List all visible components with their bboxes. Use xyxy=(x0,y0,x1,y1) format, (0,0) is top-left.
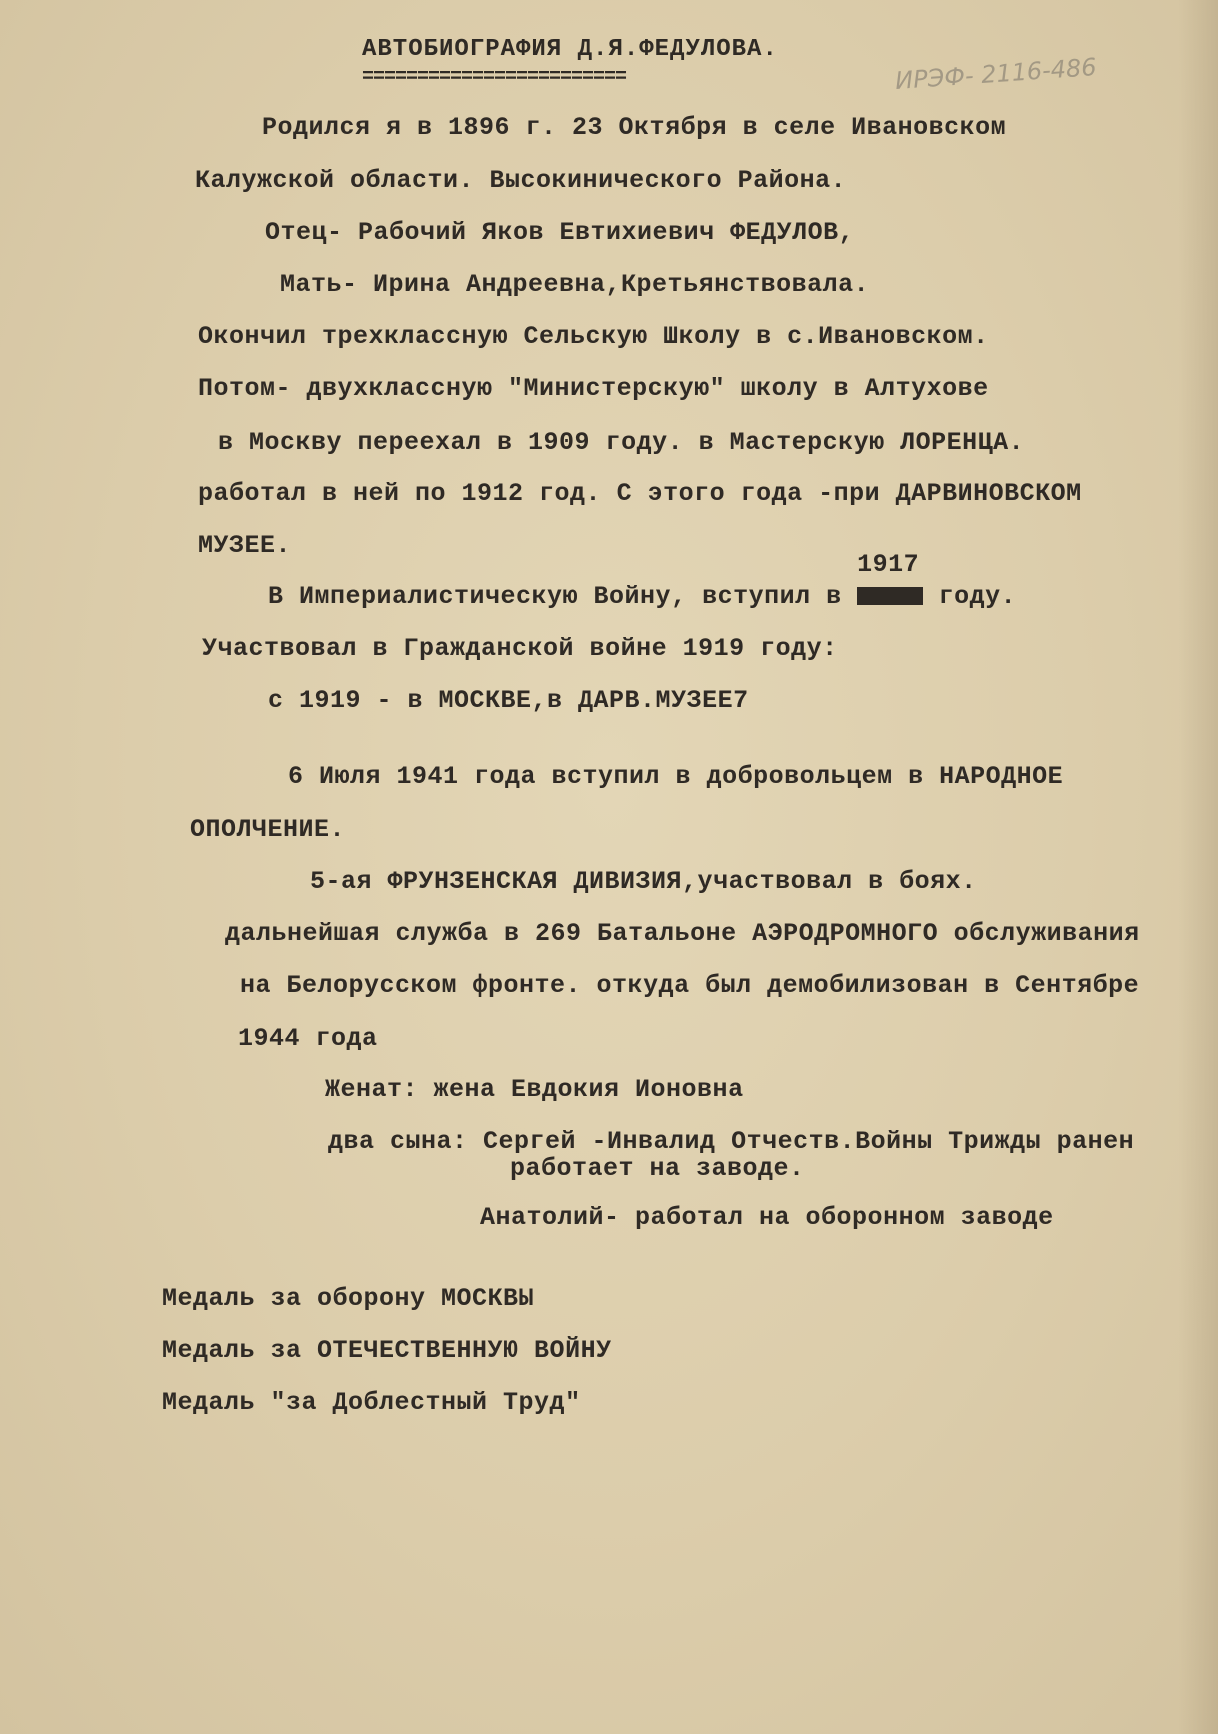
text-line-10-end: году. xyxy=(938,582,1017,611)
text-line-14: ОПОЛЧЕНИЕ. xyxy=(190,815,346,844)
text-line-11: Участвовал в Гражданской войне 1919 году: xyxy=(202,634,838,663)
struck-out-year xyxy=(857,587,923,605)
document-title: АВТОБИОГРАФИЯ Д.Я.ФЕДУЛОВА. xyxy=(362,36,778,63)
text-line-3: Отец- Рабочий Яков Евтихиевич ФЕДУЛОВ, xyxy=(265,218,855,247)
title-underline: ======================== xyxy=(362,66,627,89)
text-line-22: Анатолий- работал на оборонном заводе xyxy=(480,1203,1054,1232)
text-line-18: 1944 года xyxy=(238,1024,378,1053)
text-line-10 xyxy=(268,550,1017,611)
medal-line-2: Медаль за ОТЕЧЕСТВЕННУЮ ВОЙНУ xyxy=(162,1336,612,1365)
text-line-15: 5-ая ФРУНЗЕНСКАЯ ДИВИЗИЯ,участвовал в боях. xyxy=(310,867,977,896)
text-line-8: работал в ней по 1912 год. С этого года -при ДАРВИНОВСКОМ xyxy=(198,479,1082,508)
text-line-12: с 1919 - в МОСКВЕ,в ДАРВ.МУЗЕЕ7 xyxy=(268,686,749,715)
text-line-20: два сына: Сергей -Инвалид Отчеств.Войны Трижды ранен xyxy=(328,1127,1135,1156)
text-line-4: Мать- Ирина Андреевна,Кретьянствовала. xyxy=(280,270,870,299)
text-line-10-start: В Империалистическую Войну, вступил в xyxy=(268,582,842,611)
text-line-17: на Белорусском фронте. откуда был демобилизован в Сентябре xyxy=(240,971,1140,1000)
text-line-9: МУЗЕЕ. xyxy=(198,531,292,560)
corrected-year xyxy=(857,550,923,611)
text-line-5: Окончил трехклассную Сельскую Школу в с.Ивановском. xyxy=(198,322,989,351)
medal-line-3: Медаль "за Доблестный Труд" xyxy=(162,1388,581,1417)
text-line-13: 6 Июля 1941 года вступил в добровольцем в НАРОДНОЕ xyxy=(288,762,1064,791)
text-line-19: Женат: жена Евдокия Ионовна xyxy=(325,1075,744,1104)
text-line-21: работает на заводе. xyxy=(510,1154,805,1183)
year-correction: 1917 xyxy=(857,550,920,579)
text-line-7: в Москву переехал в 1909 году. в Мастерскую ЛОРЕНЦА. xyxy=(218,428,1025,457)
archive-handwritten-mark: ИРЭФ- 2116-486 xyxy=(894,52,1098,96)
text-line-6: Потом- двухклассную "Министерскую" школу в Алтухове xyxy=(198,374,989,403)
medal-line-1: Медаль за оборону МОСКВЫ xyxy=(162,1284,535,1313)
text-line-1: Родился я в 1896 г. 23 Октября в селе Ивановском xyxy=(262,113,1007,142)
text-line-2: Калужской области. Высокинического Района. xyxy=(195,166,847,195)
page-edge-shadow xyxy=(1178,0,1218,1734)
text-line-16: дальнейшая служба в 269 Батальоне АЭРОДРОМНОГО обслуживания xyxy=(225,919,1140,948)
